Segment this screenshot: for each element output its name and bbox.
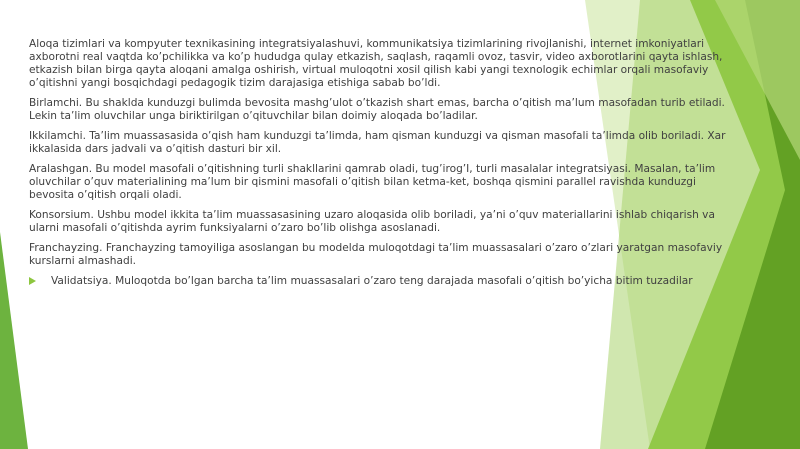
paragraph-aralashgan: Aralashgan. Bu model masofali o’qitishning turli shakllarini qamrab oladi, tug’irog’I, turli masalalar integratsiyasi. Masalan, ta’lim oluvchilar o’quv materialining ma’lum bir qismini masofali o’qitish bilan ketma-ket, boshqa qismini parallel ravishda kunduzgi bevosita o’qitish orqali oladi. <box>29 163 716 201</box>
bullet-text: Validatsiya. Muloqotda bo’lgan barcha ta’lim muassasalari o’zaro teng darajada masofali o’qitish bo’yicha bitim tuzadilar <box>51 275 693 287</box>
paragraph-franchayzing: Franchayzing. Franchayzing tamoyiliga asoslangan bu modelda muloqotdagi ta’lim muassasalari o’zaro o’zlari yaratgan masofaviy kurslarni almashadi. <box>29 242 723 267</box>
paragraph-birlamchi: Birlamchi. Bu shaklda kunduzgi bulimda bevosita mashg’ulot o’tkazish shart emas, barcha o’qitish ma’lum masofadan turib etiladi. Lekin ta’lim oluvchilar unga biriktirilgan o’qituvchilar bilan doimiy aloqada bo’ladilar. <box>29 97 725 122</box>
bullet-item-validatsiya <box>29 275 729 288</box>
paragraph-ikkilamchi: Ikkilamchi. Ta’lim muassasasida o’qish ham kunduzgi ta’limda, ham qisman kunduzgi va qisman masofali ta’limda olib boriladi. Xar ikkalasida dars jadvali va o’qitish dasturi bir xil. <box>29 130 726 155</box>
triangle-bullet-icon <box>29 277 36 285</box>
slide-body <box>29 38 729 288</box>
paragraph-konsorsium: Konsorsium. Ushbu model ikkita ta’lim muassasasining uzaro aloqasida olib boriladi, ya’ni o’quv materiallarini ishlab chiqarish va ularni masofali o’qitishda ayrim funksiyalarni o’zaro bo’lib olishga asoslanadi. <box>29 209 715 234</box>
left-accent-shape <box>0 232 28 449</box>
paragraph-intro: Aloqa tizimlari va kompyuter texnikasining integratsiyalashuvi, kommunikatsiya tizimlarining rivojlanishi, internet imkoniyatlari axborotni real vaqtda ko’pchilikka va ko’p hududga qulay etkazish, saqlash, raqamli ovoz, tasvir, video axborotlarini qayta ishlash, etkazish bilan birga qayta aloqani amalga oshirish, virtual muloqotni xosil qilish kabi yangi texnologik echimlar orqali masofaviy o’qitishni yangi bosqichdagi pedagogik tizim darajasiga etishiga sabab bo’ldi. <box>29 38 723 89</box>
